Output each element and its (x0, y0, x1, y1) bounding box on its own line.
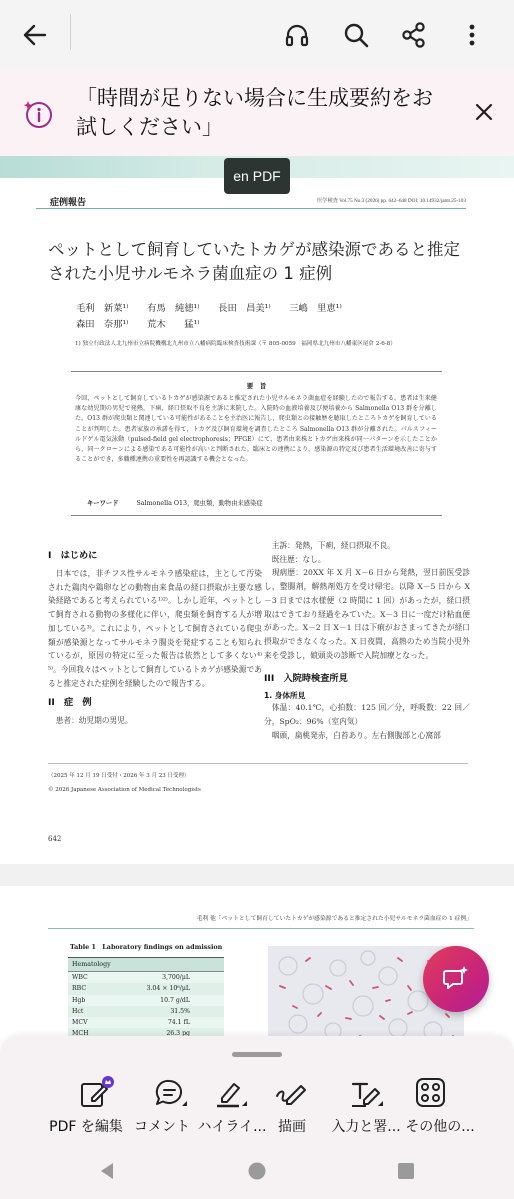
back-nav-icon[interactable] (96, 1160, 118, 1186)
journal-reference: 医学検査 Vol.75 No.3 (2026) pp. 642–648 DOI: 10.14932/jamt.25-103 (317, 198, 466, 204)
row-label: MCH (72, 1030, 89, 1036)
table-section-header: Hematology (68, 958, 224, 972)
row-label: Hct (72, 1007, 84, 1015)
row-value: 3.04 × 10⁶/μL (146, 985, 190, 993)
top-app-bar (0, 0, 514, 70)
copyright: © 2026 Japanese Association of Medical Technologists (48, 787, 201, 793)
ai-assistant-button[interactable] (423, 946, 489, 1012)
more-vert-icon[interactable] (451, 14, 493, 56)
row-value: 26.3 pg (166, 1030, 190, 1036)
system-nav-bar (0, 1140, 514, 1199)
row-value: 3,700/μL (162, 974, 190, 981)
subsection-heading: 1. 身体所見 (264, 691, 306, 701)
received-date: （2025 年 12 月 19 日受付・2026 年 3 月 23 日受理） (48, 773, 190, 779)
bottom-tools-sheet (0, 1036, 514, 1140)
body-paragraph: 主訴：発熱，下痢，経口摂取不良。 (271, 541, 395, 550)
section-heading: III 入院時検査所見 (264, 673, 348, 685)
author-list: 毛利 新菜¹⁾ 有馬 純徳¹⁾ 長田 昌美¹⁾ 三嶋 里恵¹⁾ 森田 奈那¹⁾ 荒木 猛¹⁾ (76, 303, 342, 330)
abstract-heading: 要 旨 (246, 382, 267, 390)
body-paragraph: 既往歴：なし。 (271, 554, 326, 564)
ai-info-icon (22, 97, 56, 131)
fill-sign-icon (348, 1076, 386, 1110)
pdf-page-1[interactable] (0, 156, 514, 864)
headphones-icon[interactable] (276, 14, 318, 56)
footnote-divider (48, 763, 468, 764)
body-column-left (48, 541, 262, 728)
article-header (36, 194, 466, 209)
table-row (68, 1017, 224, 1028)
keywords-label: キーワード (87, 500, 119, 507)
section-heading: I はじめに (48, 550, 98, 561)
ai-chat-sparkle-icon (441, 964, 471, 994)
row-label: Hgb (72, 996, 86, 1004)
abstract-text: 今回，ペットとして飼育しているトカゲが感染源であると推定された小児サルモネラ菌血症を経験したので報告する。患者は生来健康な幼児期の男児で発熱，下痢，経口摂取不良を主訴に来院した。入院時の血液培養及び便培養から Salmonella O13 群を分離した。O13 群が爬虫類と関連している可能性があることを主治医に報告し，爬虫類との接触歴を聴取したところトカゲを飼育していることが判明した。患者家族の承諾を得て，トカゲ及び飼育環境を調査したところ Salmonella O13 群が分離された。パルスフィールドゲル電気泳動（pulsed-field gel electrophoresis；PFGE）にて，患者由来株とトカゲ由来株が同一パターンを示したことから，同一クローンによる感染である可能性が高いと判断された。臨床との連携により，感染源の特定及び患者生活環境改善に寄与することができ，多職種連携の重要性を再認識する機会となった。 (75, 395, 437, 464)
tool-label: コメント (134, 1119, 190, 1135)
more-tools-icon (412, 1076, 450, 1110)
arrow-left-icon[interactable] (14, 14, 56, 56)
tool-label: ハイライ... (197, 1119, 267, 1135)
lab-findings-table (68, 957, 224, 1036)
keywords-text: Salmonella O13，爬虫類，動物由来感染症 (136, 500, 263, 507)
page-gap (0, 864, 514, 886)
page-number: 642 (48, 835, 62, 843)
body-paragraph: 体温：40.1℃，心拍数：125 回／分，呼吸数：22 回／分，SpO₂：96%（室内気） (264, 703, 470, 727)
tool-label: PDF を編集 (49, 1119, 123, 1135)
tool-label: 描画 (278, 1119, 306, 1135)
running-head: 毛利 他「ペットとして飼育していたトカゲが感染源であると推定された小児サルモネラ菌血症の 1 症例」 (196, 916, 472, 922)
search-icon[interactable] (335, 14, 377, 56)
highlight-icon (212, 1076, 250, 1110)
keywords (87, 498, 263, 507)
table-row (68, 1006, 224, 1017)
row-label: MCV (72, 1019, 88, 1027)
recents-nav-icon[interactable] (395, 1160, 417, 1186)
drag-handle[interactable] (232, 1052, 282, 1057)
tool-label: その他の... (405, 1119, 475, 1135)
table-row (68, 972, 224, 983)
body-paragraph: 現病歴：20XX 年 X 月 X－6 日から発熱，翌日前医受診し，整腸剤，解熱剤処方を受け帰宅。以降 X－5 日から X－3 日までは水様便（2 時間に 1 回）があったが，経口摂取はできており経過をみていた。X－3 日に一度だけ粘血便があった。X－2 日 X－1 日は下痢がおさまってきたが経口摂取ができなくなった。X 日夜間，高熱のため当院小児外来を受診し，娘頭炎の診断で入院加療となった。 (264, 568, 470, 660)
draw-icon (273, 1076, 311, 1110)
share-icon[interactable] (393, 14, 435, 56)
footnote (48, 769, 201, 797)
tool-label: 入力と署... (331, 1119, 401, 1135)
table-title: Table 1 Laboratory findings on admission (70, 943, 223, 951)
section-label: 症例報告 (50, 198, 87, 208)
running-head-rule (48, 928, 474, 929)
article-title: ペットとして飼育していたトカゲが感染源であると推定された小児サルモネラ菌血症の 1 症例 (48, 240, 461, 283)
table-row (68, 1028, 224, 1036)
home-nav-icon[interactable] (246, 1160, 268, 1186)
language-badge[interactable]: en PDF (224, 158, 290, 194)
tool-more[interactable] (384, 1076, 474, 1136)
table-row (68, 983, 224, 994)
edit-pdf-icon (78, 1076, 116, 1110)
body-column-right (264, 539, 470, 742)
row-value: 10.7 g/dL (160, 996, 190, 1004)
row-value: 31.5% (170, 1007, 190, 1015)
section-heading: II 症 例 (48, 697, 92, 709)
row-value: 74.1 fL (167, 1019, 190, 1027)
body-paragraph: 日本では，非チフス性サルモネラ感染症は，主として汚染された鶏肉や鶏卵などの動物由来食品の経口摂取が主要な感染経路であると考えられている¹⁾²⁾。しかし近年，ペットとして飼育される動物の多様化に伴い，爬虫類を飼育する人が増加している³⁾。これにより，ペットとして飼育されている爬虫類が感染源となってサルモネラ腸炎を発症することも知られているが，原因の特定に至った報告は依然として多くない⁴⁾⁵⁾。今回我々はペットとして飼育しているトカゲが感染源であると推定された症例を経験したので報告する。 (48, 569, 262, 688)
affiliation: 1) 独立行政法人北九州市立病院機構北九州市立八幡病院臨床検査技術課（〒 805-0059 福岡県北九州市八幡東区尾倉 2-6-8） (75, 341, 396, 347)
toolbar-divider (70, 14, 71, 50)
summary-suggestion-banner[interactable] (0, 70, 514, 156)
abstract-box (71, 371, 442, 516)
table-row (68, 995, 224, 1006)
body-paragraph: 患者：幼児期の男児。 (55, 716, 133, 726)
banner-text[interactable]: 「時間が足りない場合に生成要約をお試しください」 (76, 86, 433, 139)
row-label: WBC (72, 974, 88, 981)
table-body (68, 972, 224, 1036)
close-icon[interactable] (466, 94, 502, 130)
body-paragraph: 咽頭，扁桃発赤，白苔あり。左右側腹部と心窩部 (271, 730, 441, 740)
comment-icon (152, 1076, 190, 1110)
row-label: RBC (72, 985, 87, 993)
